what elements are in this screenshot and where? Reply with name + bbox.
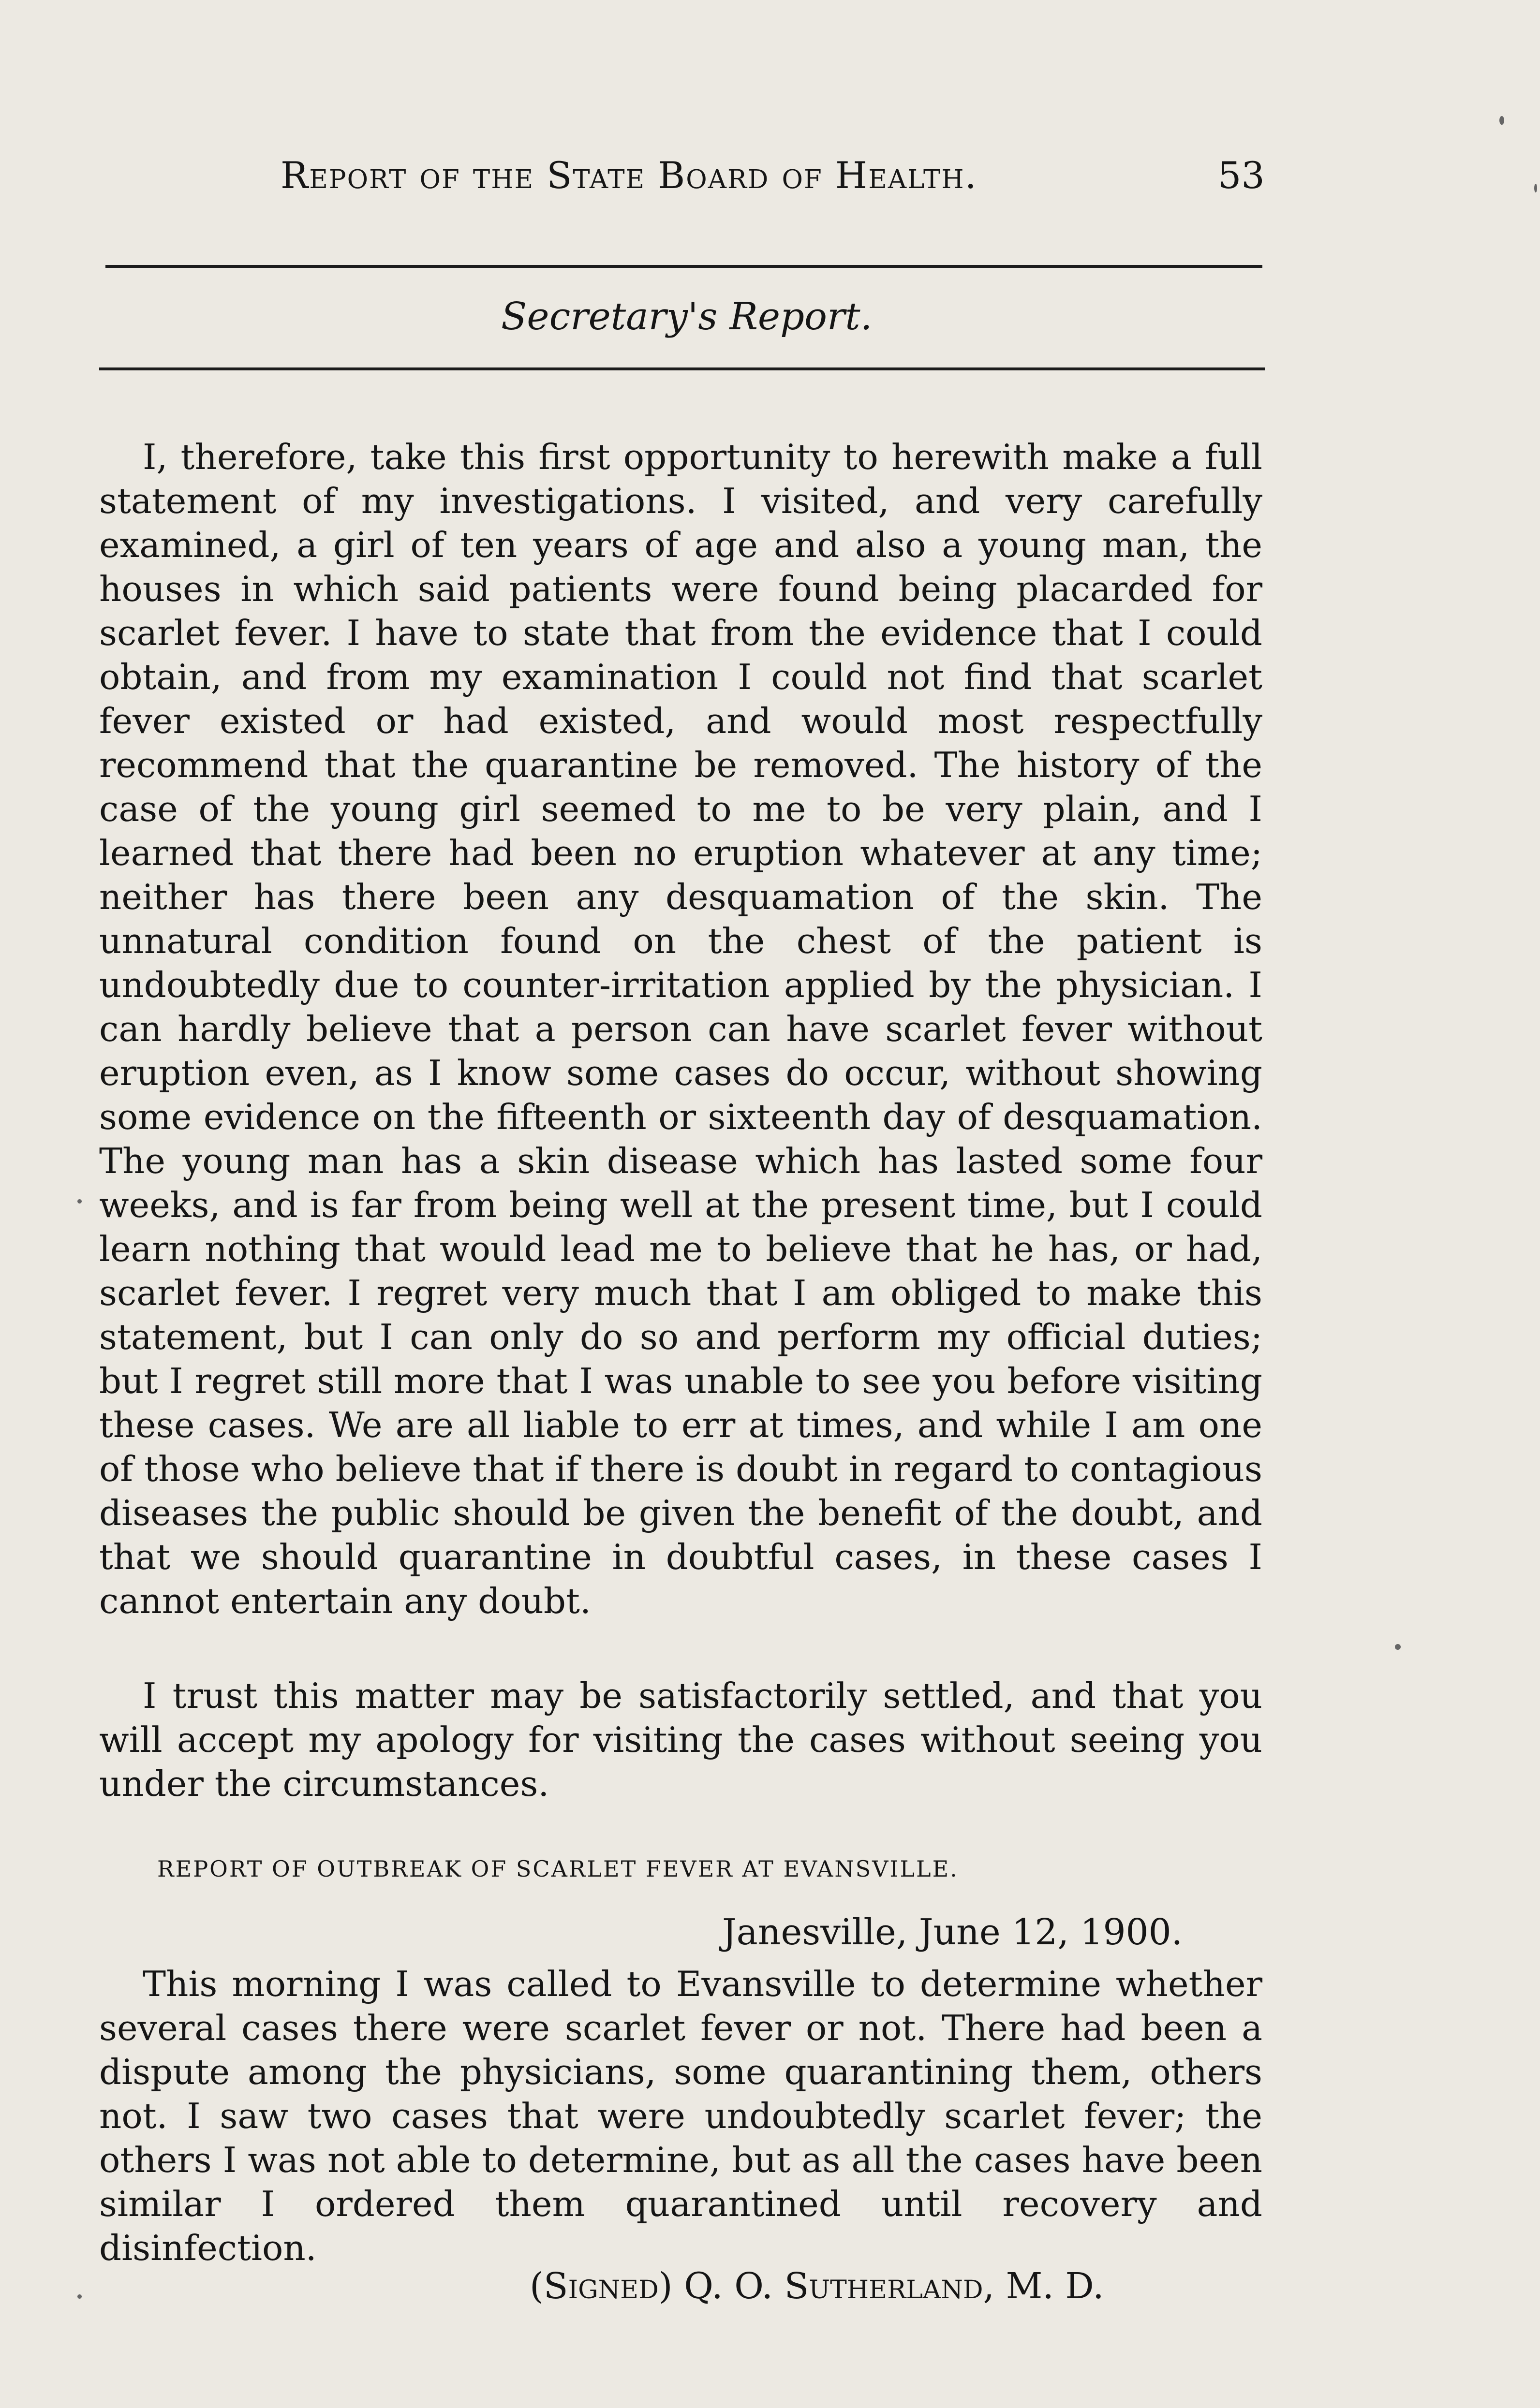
scan-speck	[77, 2294, 82, 2299]
scan-speck	[1534, 184, 1537, 192]
scan-speck	[1395, 1644, 1401, 1650]
report-dateline: Janesville, June 12, 1900.	[722, 1911, 1183, 1953]
body-paragraph-1: I, therefore, take this first opportunity to herewith make a full statement of my investigations. I visited, and very carefully examined, a girl of ten years of age and also a young man, the houses in which said patients were found being placarded for scarlet fever. I have to state that from the evidence that I could obtain, and from my examination I could not find that scarlet fever existed or had existed, and would most respectfully recommend that the quarantine be removed. The history of the case of the young girl seemed to me to be very plain, and I learned that there had been no eruption whatever at any time; neither has there been any desquamation of the skin. The unnatural condition found on the chest of the patient is undoubtedly due to counter-irritation applied by the physician. I can hardly believe that a person can have scarlet fever without eruption even, as I know some cases do occur, without showing some evidence on the fifteenth or sixteenth day of desquamation. The young man has a skin disease which has lasted some four weeks, and is far from being well at the present time, but I could learn nothing that would lead me to believe that he has, or had, scarlet fever. I regret very much that I am obliged to make this statement, but I can only do so and perform my official duties; but I regret still more that I was unable to see you before visiting these cases. We are all liable to err at times, and while I am one of those who believe that if there is doubt in regard to contagious diseases the public should be given the benefit of the doubt, and that we should quarantine in doubtful cases, in these cases I cannot entertain any doubt.	[99, 437, 1262, 1621]
running-head: Report of the State Board of Health.	[281, 154, 977, 197]
report-heading: REPORT OF OUTBREAK OF SCARLET FEVER AT EVANSVILLE.	[157, 1856, 959, 1882]
body-paragraph-2: I trust this matter may be satisfactorily settled, and that you will accept my apology for visiting the cases without seeing you under the circumstances.	[99, 1675, 1262, 1804]
report-signature: (Signed) Q. O. Sutherland, M. D.	[530, 2265, 1104, 2307]
header-rule-top	[105, 265, 1262, 268]
section-title: Secretary's Report.	[501, 295, 873, 338]
header-rule-bottom	[99, 367, 1265, 370]
body-paragraph-3: This morning I was called to Evansville to determine whether several cases there were scarlet fever or not. There had been a dispute among the physicians, some quarantining them, others not. I saw two cases that were undoubtedly scarlet fever; the others I was not able to determine, but as all the cases have been similar I ordered them quarantined until recovery and disinfection.	[99, 1964, 1262, 2268]
scan-speck	[77, 1199, 82, 1204]
page-number: 53	[1218, 154, 1265, 197]
scan-speck	[1499, 116, 1504, 125]
